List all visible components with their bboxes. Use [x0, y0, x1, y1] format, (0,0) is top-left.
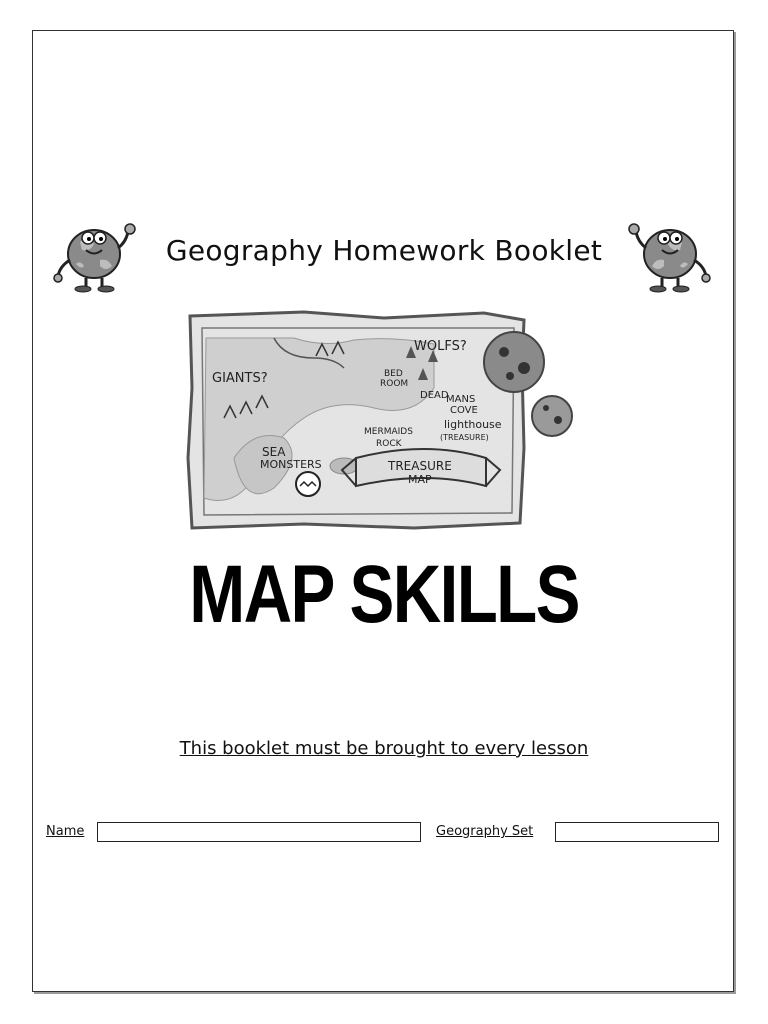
treasure-map-image — [184, 308, 604, 533]
form-row — [0, 820, 768, 848]
map-label-wolfs: WOLFS? — [414, 339, 467, 354]
map-banner-line2: MAP — [408, 473, 432, 486]
name-label: Name — [46, 824, 85, 839]
map-label-mermaids: MERMAIDS — [364, 427, 413, 437]
geography-set-field[interactable] — [555, 822, 719, 842]
map-label-treasure-paren: (TREASURE) — [440, 433, 489, 442]
map-label-dead: DEAD — [420, 390, 449, 401]
booklet-title: Geography Homework Booklet — [165, 234, 603, 267]
header-row — [0, 208, 768, 298]
main-title: MAP SKILLS — [189, 549, 579, 640]
map-banner-line1: TREASURE — [388, 459, 452, 473]
map-label-mans: MANS — [446, 394, 476, 405]
notice-text: This booklet must be brought to every lesson — [179, 738, 589, 759]
map-label-giants: GIANTS? — [212, 371, 268, 386]
geography-set-label: Geography Set — [436, 824, 534, 839]
map-label-cove: COVE — [450, 405, 478, 416]
map-label-bed: BED — [384, 369, 403, 379]
map-label-lighthouse: lighthouse — [444, 418, 502, 431]
treasure-map-illustration — [184, 308, 604, 533]
map-label-room: ROOM — [380, 379, 409, 389]
waving-globe-icon — [624, 208, 714, 298]
map-label-rock: ROCK — [376, 439, 402, 449]
map-label-monsters: MONSTERS — [260, 458, 322, 471]
name-field[interactable] — [97, 822, 421, 842]
map-label-sea: SEA — [262, 445, 286, 459]
